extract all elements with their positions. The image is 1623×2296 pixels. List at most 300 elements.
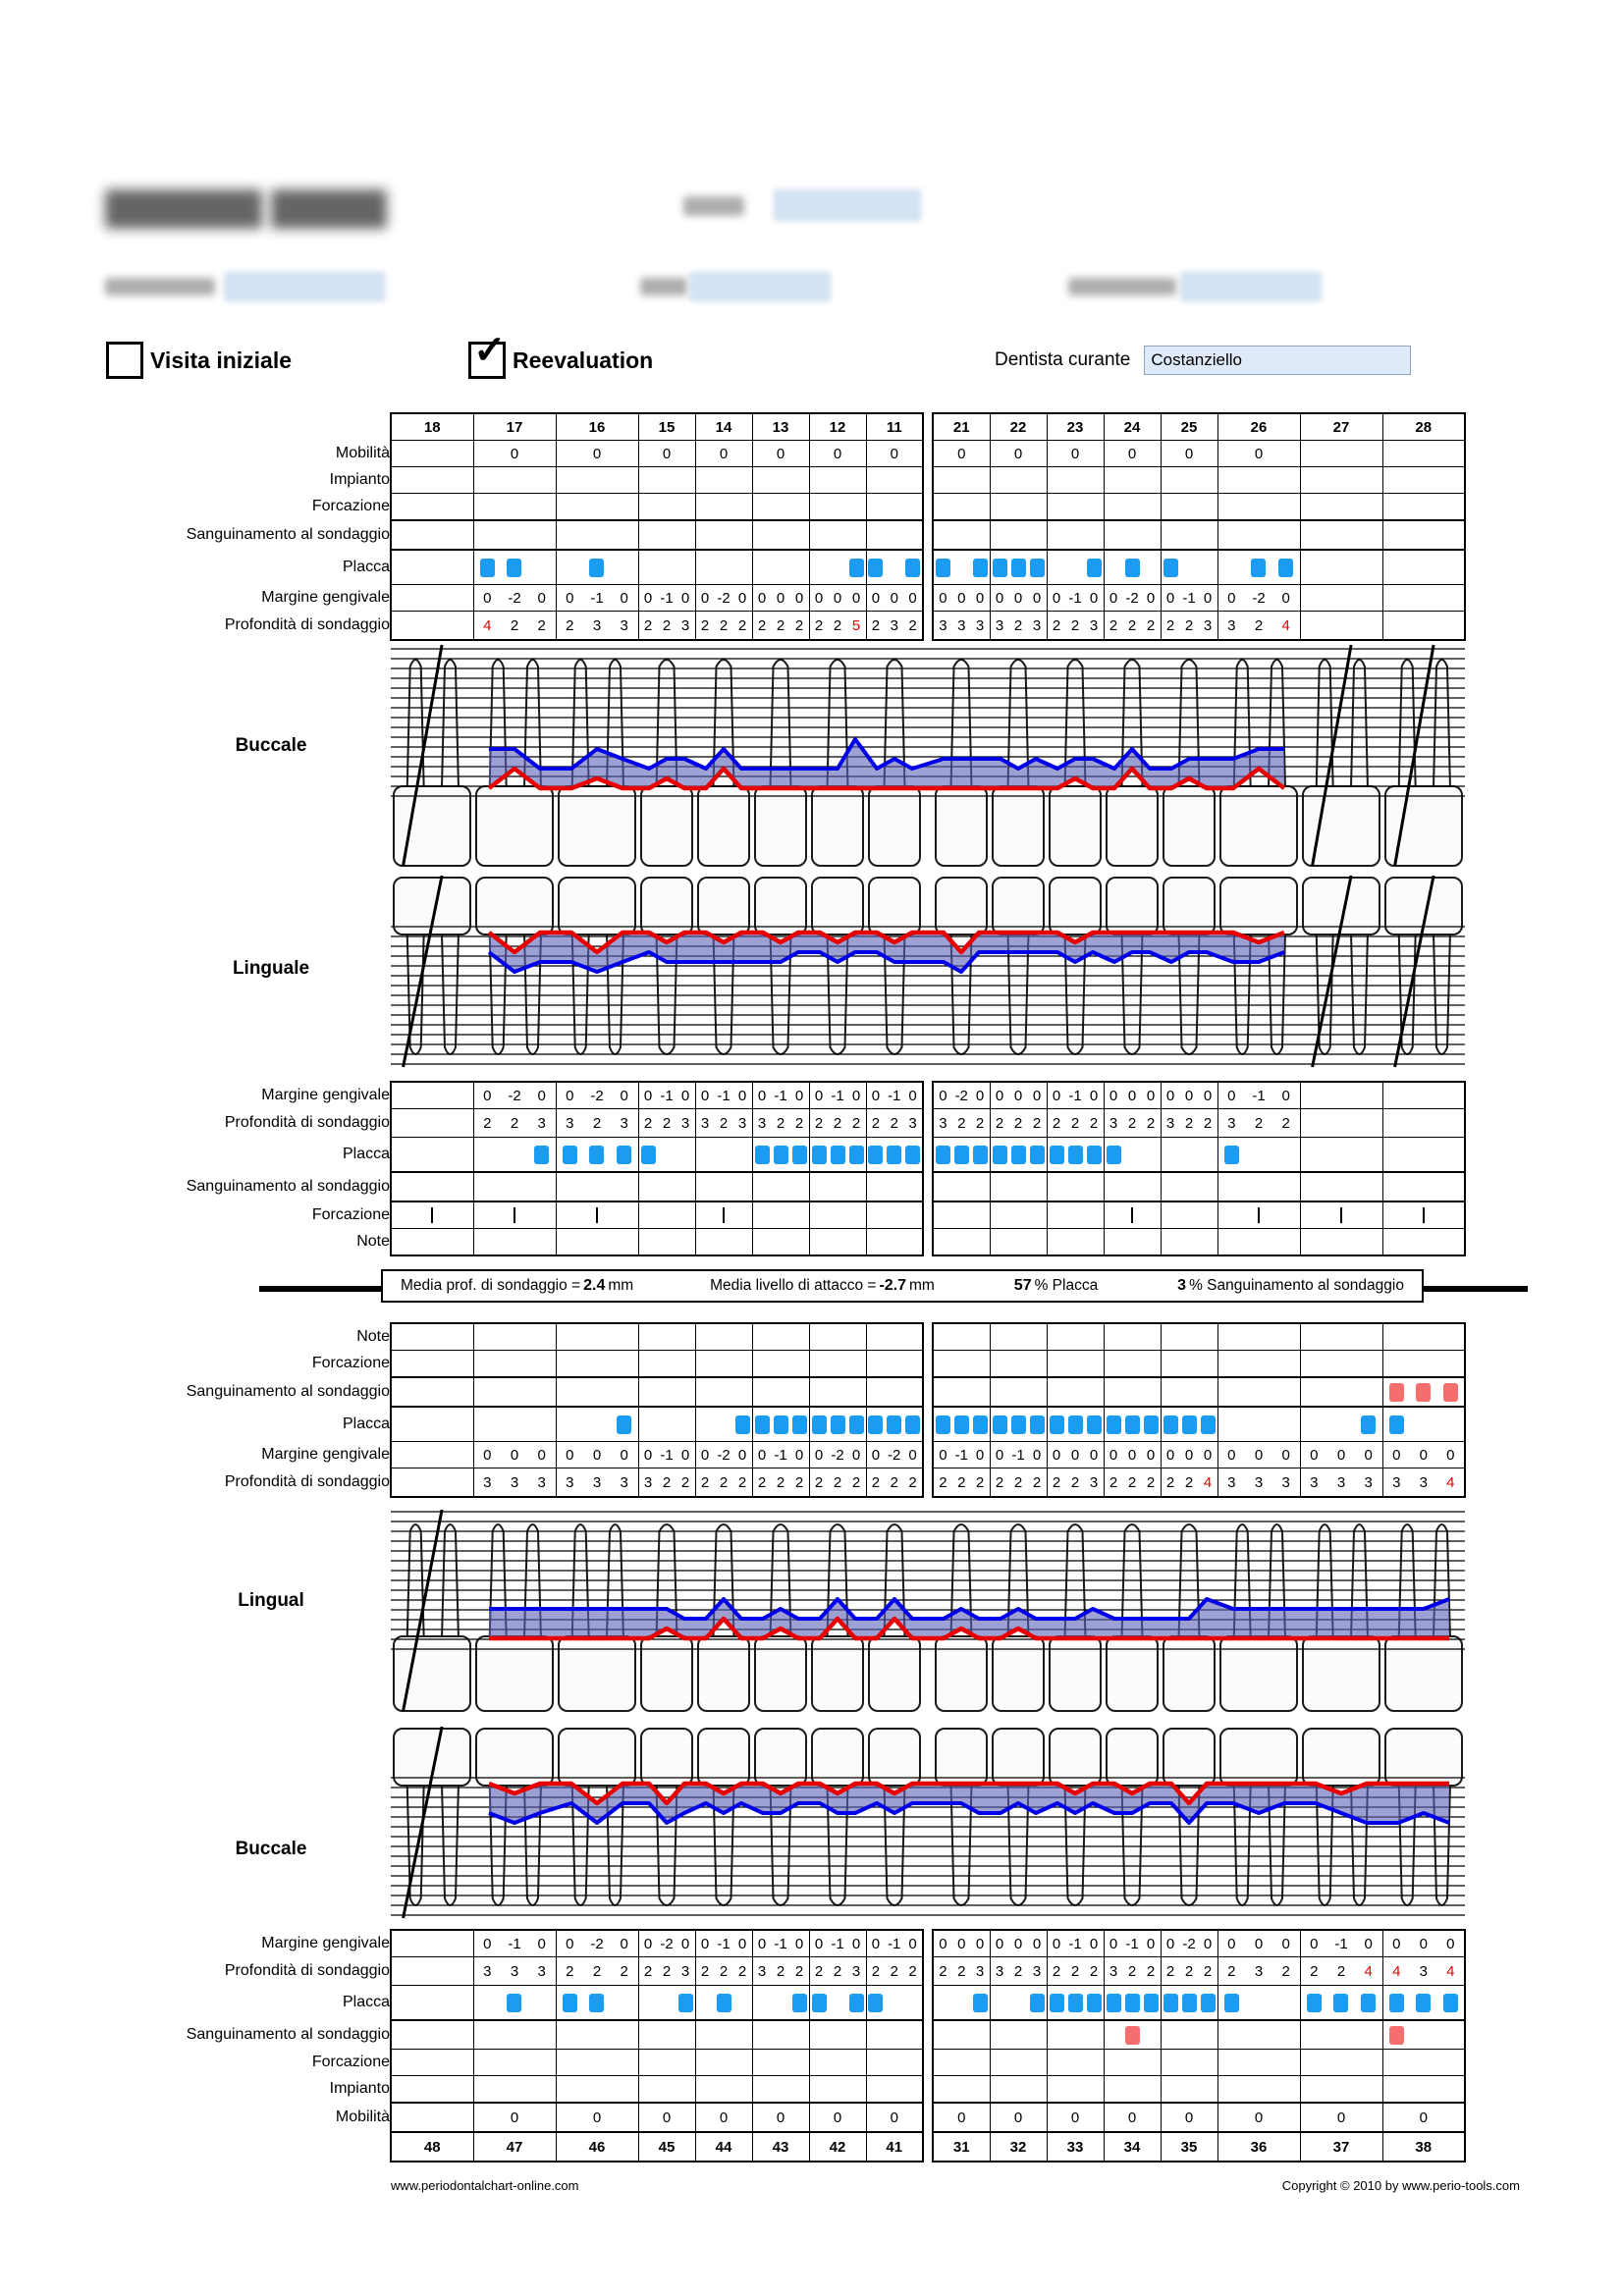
plaque-mark[interactable]: [1307, 1415, 1322, 1434]
note-cell[interactable]: [933, 1229, 990, 1256]
margine-cell[interactable]: 0 -2 0: [933, 1082, 990, 1109]
profondita-cell[interactable]: 2 2 2: [695, 1468, 752, 1498]
profondita-cell[interactable]: [391, 612, 473, 641]
profondita-cell[interactable]: 3 2 2: [1104, 1957, 1161, 1986]
margine-cell[interactable]: 0 0 0: [752, 585, 809, 612]
profondita-cell[interactable]: 2 2 2: [556, 1957, 638, 1986]
bleeding-mark[interactable]: [1125, 2026, 1140, 2045]
placca-cell[interactable]: [556, 1407, 638, 1442]
mobilita-cell[interactable]: 0: [1161, 441, 1217, 467]
plaque-mark[interactable]: [589, 1994, 604, 2012]
mobilita-cell[interactable]: 0: [1104, 2103, 1161, 2132]
margine-cell[interactable]: [1300, 585, 1382, 612]
placca-cell[interactable]: [695, 1138, 752, 1173]
bleeding-mark[interactable]: [1389, 1383, 1404, 1402]
profondita-cell[interactable]: 3 3 3: [556, 1468, 638, 1498]
note-cell[interactable]: [695, 1229, 752, 1256]
margine-cell[interactable]: 0 -2 0: [1104, 585, 1161, 612]
impianto-cell[interactable]: [1300, 2076, 1382, 2104]
forcazione-cell[interactable]: [391, 2050, 473, 2076]
sanguinamento-cell[interactable]: [1217, 1172, 1300, 1201]
plaque-mark[interactable]: [1087, 1994, 1102, 2012]
forcazione-cell[interactable]: [1382, 2050, 1465, 2076]
margine-cell[interactable]: [1382, 1082, 1465, 1109]
profondita-cell[interactable]: 2 2 2: [990, 1468, 1047, 1498]
profondita-cell[interactable]: 2 2 2: [866, 1468, 923, 1498]
note-cell[interactable]: [1382, 1229, 1465, 1256]
sanguinamento-cell[interactable]: [866, 2020, 923, 2050]
margine-cell[interactable]: 0 0 0: [473, 1442, 556, 1468]
impianto-cell[interactable]: [391, 2076, 473, 2104]
mobilita-cell[interactable]: [1300, 441, 1382, 467]
forcazione-cell[interactable]: [866, 1201, 923, 1229]
note-cell[interactable]: [638, 1323, 695, 1351]
mobilita-cell[interactable]: 0: [473, 441, 556, 467]
impianto-cell[interactable]: [1300, 467, 1382, 494]
placca-cell[interactable]: [866, 550, 923, 585]
placca-cell[interactable]: [990, 1138, 1047, 1173]
plaque-mark[interactable]: [480, 1146, 495, 1164]
forcazione-cell[interactable]: [1047, 1351, 1104, 1378]
plaque-mark[interactable]: [887, 1415, 901, 1434]
plaque-mark[interactable]: [1361, 1994, 1376, 2012]
margine-cell[interactable]: 0 0 0: [556, 1442, 638, 1468]
profondita-cell[interactable]: 3 2 3: [695, 1109, 752, 1138]
profondita-cell[interactable]: 2 2 3: [1161, 612, 1217, 641]
bleeding-mark[interactable]: [1443, 1383, 1458, 1402]
note-cell[interactable]: [866, 1229, 923, 1256]
mobilita-cell[interactable]: [1382, 441, 1465, 467]
mobilita-cell[interactable]: 0: [933, 2103, 990, 2132]
plaque-mark[interactable]: [563, 1994, 577, 2012]
mobilita-cell[interactable]: 0: [1217, 2103, 1300, 2132]
plaque-mark[interactable]: [1278, 559, 1293, 577]
placca-cell[interactable]: [1104, 550, 1161, 585]
profondita-cell[interactable]: 2 2 2: [695, 1957, 752, 1986]
impianto-cell[interactable]: [990, 2076, 1047, 2104]
note-cell[interactable]: [866, 1323, 923, 1351]
placca-cell[interactable]: [1217, 1986, 1300, 2021]
sanguinamento-cell[interactable]: [933, 520, 990, 550]
placca-cell[interactable]: [695, 1986, 752, 2021]
placca-cell[interactable]: [473, 1138, 556, 1173]
impianto-cell[interactable]: [473, 467, 556, 494]
placca-cell[interactable]: [1104, 1407, 1161, 1442]
profondita-cell[interactable]: 2 2 2: [695, 612, 752, 641]
forcazione-cell[interactable]: [1300, 1201, 1382, 1229]
impianto-cell[interactable]: [695, 467, 752, 494]
profondita-cell[interactable]: 3 3 4: [1382, 1468, 1465, 1498]
plaque-mark[interactable]: [774, 1415, 788, 1434]
profondita-cell[interactable]: 2 2 3: [1047, 1468, 1104, 1498]
plaque-mark[interactable]: [1125, 1994, 1140, 2012]
impianto-cell[interactable]: [695, 2076, 752, 2104]
profondita-cell[interactable]: 2 2 3: [638, 612, 695, 641]
impianto-cell[interactable]: [809, 2076, 866, 2104]
profondita-cell[interactable]: 2 3 2: [866, 612, 923, 641]
plaque-mark[interactable]: [792, 1994, 807, 2012]
plaque-mark[interactable]: [1068, 559, 1083, 577]
profondita-cell[interactable]: 2 2 4: [1300, 1957, 1382, 1986]
placca-cell[interactable]: [695, 1407, 752, 1442]
margine-cell[interactable]: 0 0 0: [1047, 1442, 1104, 1468]
plaque-mark[interactable]: [617, 1415, 631, 1434]
sanguinamento-cell[interactable]: [556, 1172, 638, 1201]
mobilita-cell[interactable]: 0: [473, 2103, 556, 2132]
mobilita-cell[interactable]: 0: [866, 441, 923, 467]
profondita-cell[interactable]: [1382, 1109, 1465, 1138]
sanguinamento-cell[interactable]: [1300, 1377, 1382, 1407]
placca-cell[interactable]: [1161, 1407, 1217, 1442]
impianto-cell[interactable]: [638, 2076, 695, 2104]
margine-cell[interactable]: 0 -1 0: [1161, 585, 1217, 612]
margine-cell[interactable]: 0 -2 0: [473, 1082, 556, 1109]
profondita-cell[interactable]: 2 2 2: [1104, 612, 1161, 641]
sanguinamento-cell[interactable]: [1047, 1172, 1104, 1201]
placca-cell[interactable]: [933, 1138, 990, 1173]
plaque-mark[interactable]: [954, 1146, 969, 1164]
placca-cell[interactable]: [752, 1407, 809, 1442]
impianto-cell[interactable]: [990, 467, 1047, 494]
forcazione-cell[interactable]: [933, 494, 990, 521]
plaque-mark[interactable]: [812, 1994, 827, 2012]
margine-cell[interactable]: 0 -1 0: [866, 1082, 923, 1109]
placca-cell[interactable]: [809, 550, 866, 585]
plaque-mark[interactable]: [480, 559, 495, 577]
sanguinamento-cell[interactable]: [391, 520, 473, 550]
margine-cell[interactable]: 0 -2 0: [1217, 585, 1300, 612]
margine-cell[interactable]: 0 -2 0: [1161, 1930, 1217, 1957]
forcazione-cell[interactable]: [391, 1351, 473, 1378]
forcazione-cell[interactable]: [1161, 2050, 1217, 2076]
profondita-cell[interactable]: 3 3 3: [933, 612, 990, 641]
forcazione-cell[interactable]: [1104, 2050, 1161, 2076]
sanguinamento-cell[interactable]: [695, 520, 752, 550]
sanguinamento-cell[interactable]: [752, 1172, 809, 1201]
profondita-cell[interactable]: 3 2 2: [638, 1468, 695, 1498]
plaque-mark[interactable]: [1182, 559, 1197, 577]
placca-cell[interactable]: [1047, 550, 1104, 585]
margine-cell[interactable]: 0 -1 0: [473, 1930, 556, 1957]
profondita-cell[interactable]: 2 2 2: [1047, 1957, 1104, 1986]
margine-cell[interactable]: 0 -2 0: [695, 1442, 752, 1468]
plaque-mark[interactable]: [1030, 1994, 1045, 2012]
forcazione-cell[interactable]: [556, 494, 638, 521]
sanguinamento-cell[interactable]: [866, 1172, 923, 1201]
reevaluation-checkbox[interactable]: [468, 329, 507, 379]
dentista-curante-input[interactable]: [1144, 346, 1411, 375]
sanguinamento-cell[interactable]: [1217, 1377, 1300, 1407]
profondita-cell[interactable]: 2 2 2: [866, 1957, 923, 1986]
margine-cell[interactable]: 0 0 0: [1300, 1442, 1382, 1468]
plaque-mark[interactable]: [617, 1146, 631, 1164]
plaque-mark[interactable]: [812, 1146, 827, 1164]
note-cell[interactable]: [473, 1323, 556, 1351]
sanguinamento-cell[interactable]: [933, 2020, 990, 2050]
forcazione-cell[interactable]: [638, 1201, 695, 1229]
plaque-mark[interactable]: [1050, 1415, 1064, 1434]
sanguinamento-cell[interactable]: [1161, 1377, 1217, 1407]
placca-cell[interactable]: [473, 550, 556, 585]
impianto-cell[interactable]: [1161, 2076, 1217, 2104]
plaque-mark[interactable]: [1163, 559, 1178, 577]
sanguinamento-cell[interactable]: [556, 2020, 638, 2050]
profondita-cell[interactable]: [391, 1109, 473, 1138]
profondita-cell[interactable]: 3 2 4: [1217, 612, 1300, 641]
sanguinamento-cell[interactable]: [1300, 1172, 1382, 1201]
plaque-mark[interactable]: [792, 1146, 807, 1164]
note-cell[interactable]: [1300, 1323, 1382, 1351]
forcazione-cell[interactable]: [1104, 494, 1161, 521]
mobilita-cell[interactable]: 0: [695, 441, 752, 467]
plaque-mark[interactable]: [660, 1994, 675, 2012]
placca-cell[interactable]: [809, 1407, 866, 1442]
placca-cell[interactable]: [809, 1986, 866, 2021]
plaque-mark[interactable]: [1068, 1994, 1083, 2012]
placca-cell[interactable]: [1161, 1138, 1217, 1173]
profondita-cell[interactable]: 3 2 2: [1104, 1109, 1161, 1138]
plaque-mark[interactable]: [905, 1415, 920, 1434]
mobilita-cell[interactable]: 0: [933, 441, 990, 467]
note-cell[interactable]: [752, 1323, 809, 1351]
plaque-mark[interactable]: [936, 1415, 950, 1434]
forcazione-cell[interactable]: [866, 1351, 923, 1378]
sanguinamento-cell[interactable]: [809, 520, 866, 550]
placca-cell[interactable]: [1300, 550, 1382, 585]
plaque-mark[interactable]: [1144, 1994, 1159, 2012]
plaque-mark[interactable]: [589, 559, 604, 577]
sanguinamento-cell[interactable]: [1382, 1172, 1465, 1201]
footer-site-link[interactable]: www.periodontalchart-online.com: [391, 2178, 579, 2193]
impianto-cell[interactable]: [391, 467, 473, 494]
plaque-mark[interactable]: [831, 1146, 845, 1164]
plaque-mark[interactable]: [973, 1415, 988, 1434]
note-cell[interactable]: [809, 1229, 866, 1256]
plaque-mark[interactable]: [1125, 1415, 1140, 1434]
plaque-mark[interactable]: [735, 1994, 750, 2012]
plaque-mark[interactable]: [1361, 1415, 1376, 1434]
plaque-mark[interactable]: [849, 1146, 864, 1164]
sanguinamento-cell[interactable]: [752, 1377, 809, 1407]
mobilita-cell[interactable]: 0: [1300, 2103, 1382, 2132]
margine-cell[interactable]: 0 0 0: [990, 1082, 1047, 1109]
note-cell[interactable]: [990, 1229, 1047, 1256]
margine-cell[interactable]: 0 0 0: [1104, 1442, 1161, 1468]
plaque-mark[interactable]: [936, 1994, 950, 2012]
plaque-mark[interactable]: [678, 1146, 693, 1164]
profondita-cell[interactable]: 3 3 3: [473, 1468, 556, 1498]
plaque-mark[interactable]: [1251, 1994, 1266, 2012]
profondita-cell[interactable]: 2 2 3: [638, 1109, 695, 1138]
mobilita-cell[interactable]: 0: [752, 441, 809, 467]
margine-cell[interactable]: 0 0 0: [1217, 1930, 1300, 1957]
impianto-cell[interactable]: [473, 2076, 556, 2104]
profondita-cell[interactable]: 3 2 2: [752, 1957, 809, 1986]
sanguinamento-cell[interactable]: [1104, 520, 1161, 550]
plaque-mark[interactable]: [1443, 1415, 1458, 1434]
mobilita-cell[interactable]: 0: [638, 2103, 695, 2132]
impianto-cell[interactable]: [1382, 467, 1465, 494]
plaque-mark[interactable]: [1011, 1994, 1026, 2012]
forcazione-cell[interactable]: [866, 2050, 923, 2076]
plaque-mark[interactable]: [1201, 1994, 1216, 2012]
sanguinamento-cell[interactable]: [752, 520, 809, 550]
forcazione-cell[interactable]: [473, 494, 556, 521]
sanguinamento-cell[interactable]: [809, 1172, 866, 1201]
mobilita-cell[interactable]: 0: [866, 2103, 923, 2132]
placca-cell[interactable]: [1047, 1407, 1104, 1442]
forcazione-cell[interactable]: [1161, 1201, 1217, 1229]
sanguinamento-cell[interactable]: [473, 1172, 556, 1201]
bleeding-mark[interactable]: [1416, 1383, 1431, 1402]
forcazione-cell[interactable]: [990, 2050, 1047, 2076]
plaque-mark[interactable]: [993, 1415, 1007, 1434]
impianto-cell[interactable]: [933, 2076, 990, 2104]
sanguinamento-cell[interactable]: [638, 2020, 695, 2050]
plaque-mark[interactable]: [849, 559, 864, 577]
profondita-cell[interactable]: [391, 1468, 473, 1498]
plaque-mark[interactable]: [1011, 1415, 1026, 1434]
forcazione-cell[interactable]: [556, 1201, 638, 1229]
sanguinamento-cell[interactable]: [809, 1377, 866, 1407]
note-cell[interactable]: [1104, 1323, 1161, 1351]
plaque-mark[interactable]: [905, 1146, 920, 1164]
mobilita-cell[interactable]: 0: [556, 441, 638, 467]
margine-cell[interactable]: 0 -1 0: [1217, 1082, 1300, 1109]
placca-cell[interactable]: [752, 1138, 809, 1173]
mobilita-cell[interactable]: 0: [990, 2103, 1047, 2132]
mobilita-cell[interactable]: 0: [809, 2103, 866, 2132]
placca-cell[interactable]: [933, 550, 990, 585]
forcazione-cell[interactable]: [1161, 1351, 1217, 1378]
impianto-cell[interactable]: [866, 467, 923, 494]
placca-cell[interactable]: [638, 1986, 695, 2021]
sanguinamento-cell[interactable]: [473, 520, 556, 550]
margine-cell[interactable]: 0 -1 0: [752, 1930, 809, 1957]
placca-cell[interactable]: [933, 1986, 990, 2021]
plaque-mark[interactable]: [641, 1994, 656, 2012]
profondita-cell[interactable]: 2 2 2: [809, 1468, 866, 1498]
placca-cell[interactable]: [809, 1138, 866, 1173]
profondita-cell[interactable]: 2 2 4: [1161, 1468, 1217, 1498]
forcazione-cell[interactable]: [990, 1201, 1047, 1229]
forcazione-cell[interactable]: [933, 1351, 990, 1378]
margine-cell[interactable]: 0 -1 0: [809, 1082, 866, 1109]
plaque-mark[interactable]: [617, 559, 631, 577]
profondita-cell[interactable]: 2 2 3: [473, 1109, 556, 1138]
forcazione-cell[interactable]: [695, 2050, 752, 2076]
profondita-cell[interactable]: 2 2 2: [933, 1468, 990, 1498]
sanguinamento-cell[interactable]: [1047, 2020, 1104, 2050]
plaque-mark[interactable]: [1050, 1994, 1064, 2012]
margine-cell[interactable]: 0 0 0: [809, 585, 866, 612]
sanguinamento-cell[interactable]: [1161, 1172, 1217, 1201]
forcazione-cell[interactable]: [866, 494, 923, 521]
plaque-mark[interactable]: [1030, 559, 1045, 577]
forcazione-cell[interactable]: [990, 1351, 1047, 1378]
forcazione-cell[interactable]: [1300, 494, 1382, 521]
placca-cell[interactable]: [990, 1986, 1047, 2021]
profondita-cell[interactable]: 2 2 2: [990, 1109, 1047, 1138]
placca-cell[interactable]: [1047, 1138, 1104, 1173]
forcazione-cell[interactable]: [695, 494, 752, 521]
plaque-mark[interactable]: [1278, 1994, 1293, 2012]
plaque-mark[interactable]: [973, 1994, 988, 2012]
plaque-mark[interactable]: [1107, 559, 1121, 577]
plaque-mark[interactable]: [792, 1415, 807, 1434]
placca-cell[interactable]: [473, 1407, 556, 1442]
plaque-mark[interactable]: [954, 1415, 969, 1434]
sanguinamento-cell[interactable]: [1382, 520, 1465, 550]
placca-cell[interactable]: [638, 1138, 695, 1173]
placca-cell[interactable]: [866, 1138, 923, 1173]
plaque-mark[interactable]: [954, 559, 969, 577]
margine-cell[interactable]: 0 -2 0: [556, 1082, 638, 1109]
plaque-mark[interactable]: [868, 1415, 883, 1434]
profondita-cell[interactable]: 3 3 3: [1217, 1468, 1300, 1498]
mobilita-cell[interactable]: 0: [990, 441, 1047, 467]
plaque-mark[interactable]: [1030, 1146, 1045, 1164]
note-cell[interactable]: [391, 1323, 473, 1351]
plaque-mark[interactable]: [936, 559, 950, 577]
profondita-cell[interactable]: 2 2 2: [809, 1109, 866, 1138]
margine-cell[interactable]: 0 -1 0: [638, 585, 695, 612]
plaque-mark[interactable]: [1416, 1994, 1431, 2012]
profondita-cell[interactable]: 4 2 2: [473, 612, 556, 641]
margine-cell[interactable]: 0 -1 0: [1047, 1930, 1104, 1957]
mobilita-cell[interactable]: 0: [1161, 2103, 1217, 2132]
plaque-mark[interactable]: [589, 1146, 604, 1164]
forcazione-cell[interactable]: [1047, 1201, 1104, 1229]
impianto-cell[interactable]: [638, 467, 695, 494]
plaque-mark[interactable]: [698, 1415, 713, 1434]
sanguinamento-cell[interactable]: [1104, 1377, 1161, 1407]
plaque-mark[interactable]: [660, 1146, 675, 1164]
profondita-cell[interactable]: 3 2 3: [990, 612, 1047, 641]
plaque-mark[interactable]: [1416, 1415, 1431, 1434]
plaque-mark[interactable]: [534, 1146, 549, 1164]
plaque-mark[interactable]: [954, 1994, 969, 2012]
mobilita-cell[interactable]: 0: [638, 441, 695, 467]
margine-cell[interactable]: 0 -1 0: [556, 585, 638, 612]
forcazione-cell[interactable]: [695, 1351, 752, 1378]
forcazione-cell[interactable]: [556, 2050, 638, 2076]
plaque-mark[interactable]: [1125, 559, 1140, 577]
profondita-cell[interactable]: [1300, 612, 1382, 641]
sanguinamento-cell[interactable]: [1217, 2020, 1300, 2050]
note-cell[interactable]: [556, 1323, 638, 1351]
plaque-mark[interactable]: [1163, 1994, 1178, 2012]
plaque-mark[interactable]: [1224, 1146, 1239, 1164]
impianto-cell[interactable]: [866, 2076, 923, 2104]
sanguinamento-cell[interactable]: [990, 520, 1047, 550]
forcazione-cell[interactable]: [1104, 1351, 1161, 1378]
plaque-mark[interactable]: [1011, 1146, 1026, 1164]
margine-cell[interactable]: [391, 1442, 473, 1468]
plaque-mark[interactable]: [1011, 559, 1026, 577]
placca-cell[interactable]: [1047, 1986, 1104, 2021]
sanguinamento-cell[interactable]: [866, 520, 923, 550]
bleeding-mark[interactable]: [1416, 2026, 1431, 2045]
plaque-mark[interactable]: [589, 1415, 604, 1434]
placca-cell[interactable]: [391, 1138, 473, 1173]
margine-cell[interactable]: 0 0 0: [990, 1930, 1047, 1957]
forcazione-cell[interactable]: [1217, 2050, 1300, 2076]
profondita-cell[interactable]: 3 3 3: [473, 1957, 556, 1986]
plaque-mark[interactable]: [1333, 1415, 1348, 1434]
placca-cell[interactable]: [1104, 1986, 1161, 2021]
plaque-mark[interactable]: [1278, 1146, 1293, 1164]
